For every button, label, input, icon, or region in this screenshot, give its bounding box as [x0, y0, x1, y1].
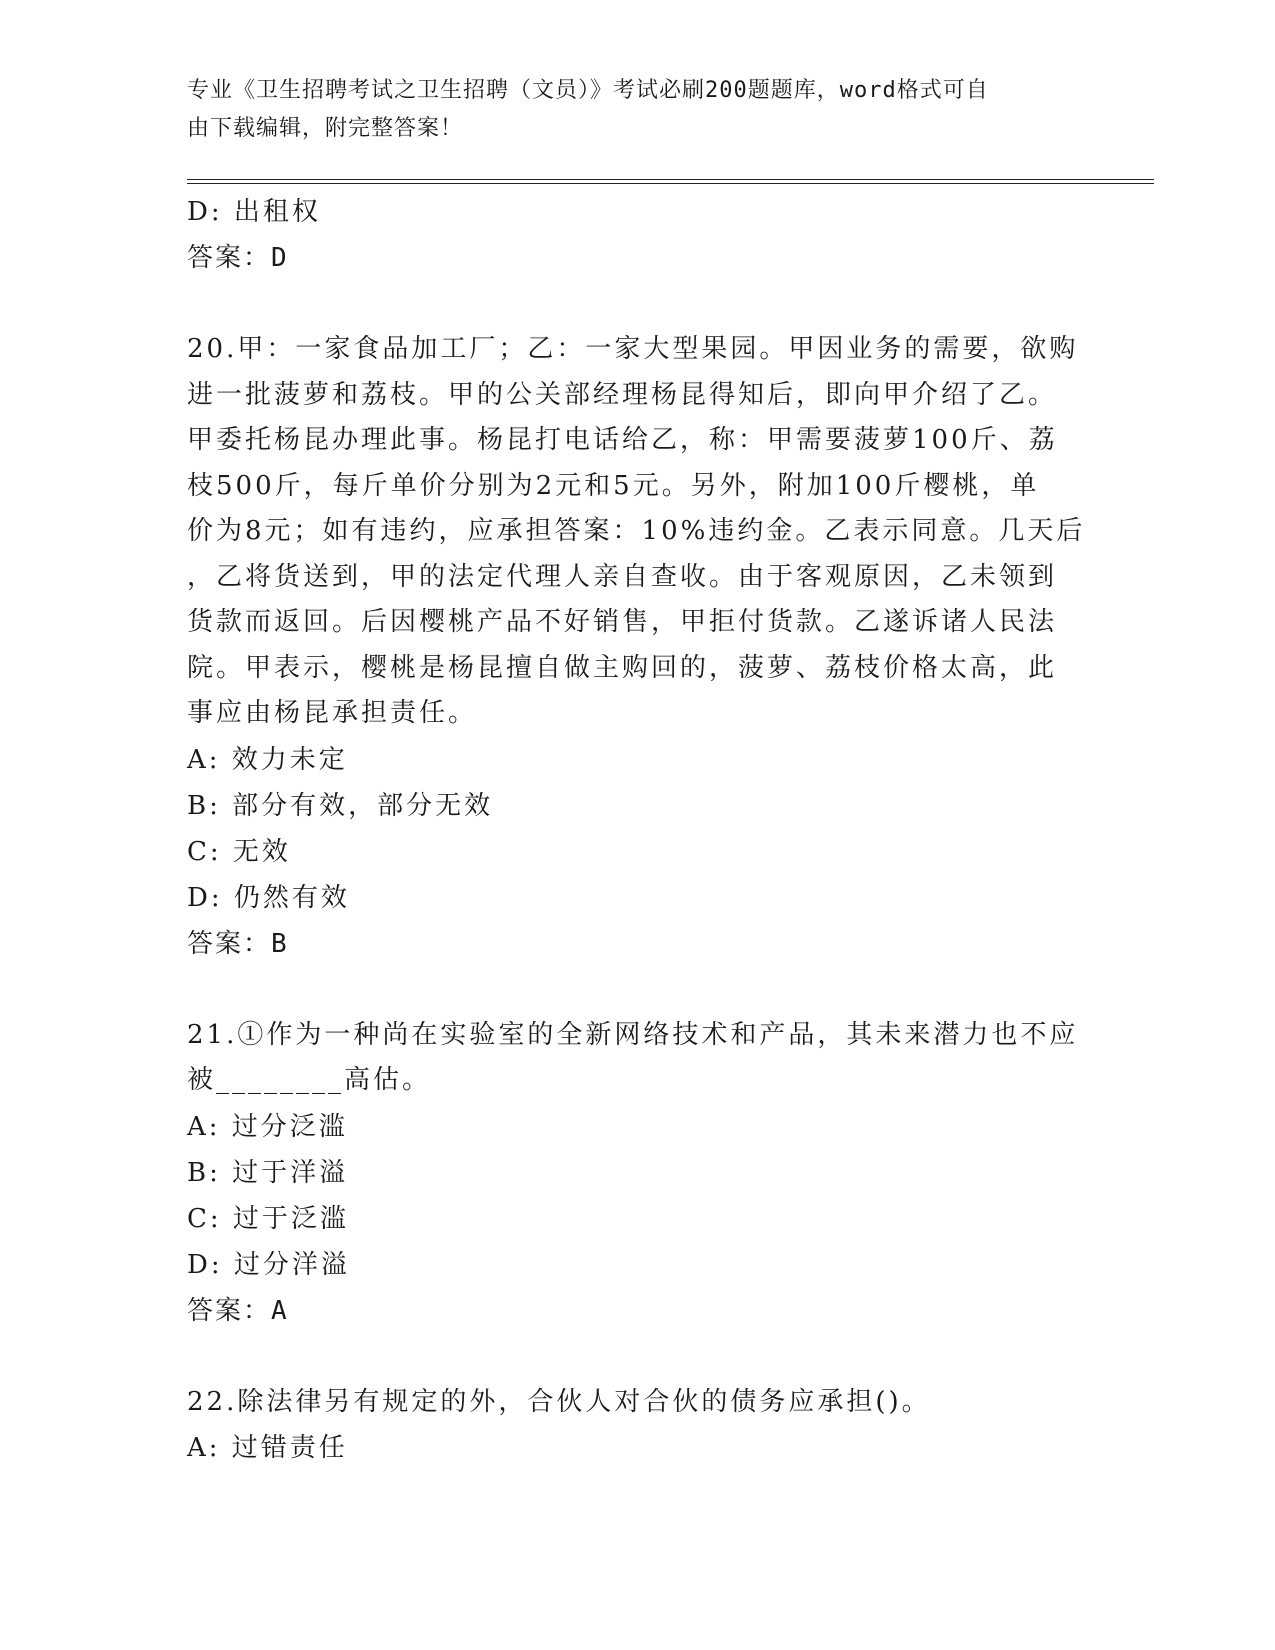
q20-answer: 答案：B [187, 928, 289, 959]
question-20 [187, 327, 1087, 967]
q21-option-c: C: 过于泛滥 [187, 1203, 349, 1234]
question-21 [187, 1013, 1087, 1334]
document-header [187, 72, 1067, 148]
question-22 [187, 1380, 1087, 1472]
q22-option-a: A: 过错责任 [187, 1433, 348, 1463]
q20-option-a: A: 效力未定 [187, 744, 348, 775]
q20-text-line: 20.甲：一家食品加工厂；乙：一家大型果园。甲因业务的需要，欲购 [187, 334, 1079, 364]
q20-option-d: D: 仍然有效 [187, 882, 350, 913]
q20-text-line: 院。甲表示，樱桃是杨昆擅自做主购回的，菠萝、荔枝价格太高，此 [187, 652, 1058, 683]
spacer [187, 967, 1087, 1013]
q20-text-line: 进一批菠萝和荔枝。甲的公关部经理杨昆得知后，即向甲介绍了乙。 [187, 379, 1058, 410]
q20-text-line: ，乙将货送到，甲的法定代理人亲自查收。由于客观原因，乙未领到 [187, 561, 1058, 592]
header-line-2: 由下载编辑，附完整答案！ [187, 116, 464, 141]
prev-answer: 答案：D [187, 243, 289, 273]
q20-option-c: C: 无效 [187, 836, 291, 867]
q20-text-line: 价为8元；如有违约，应承担答案：10%违约金。乙表示同意。几天后 [187, 516, 1086, 546]
spacer [187, 281, 1087, 327]
q20-text-line: 甲委托杨昆办理此事。杨昆打电话给乙，称：甲需要菠萝100斤、荔 [187, 425, 1058, 455]
q21-text-line: 被________高估。 [187, 1065, 432, 1095]
q21-option-b: B: 过于洋溢 [187, 1157, 349, 1188]
q21-option-d: D: 过分洋溢 [187, 1249, 350, 1280]
q21-option-a: A: 过分泛滥 [187, 1111, 348, 1142]
q20-option-b: B: 部分有效，部分无效 [187, 790, 494, 821]
prev-option-d: D: 出租权 [187, 197, 321, 227]
header-line-1: 专业《卫生招聘考试之卫生招聘（文员）》考试必刷200题题库，word格式可自 [187, 78, 989, 103]
header-divider-top [187, 179, 1154, 180]
q21-answer: 答案：A [187, 1295, 289, 1326]
header-divider-bottom [187, 183, 1154, 184]
q20-text-line: 事应由杨昆承担责任。 [187, 698, 478, 728]
spacer [187, 1334, 1087, 1380]
q20-text-line: 货款而返回。后因樱桃产品不好销售，甲拒付货款。乙遂诉诸人民法 [187, 607, 1058, 637]
document-body [187, 189, 1087, 1471]
q22-question: 22.除法律另有规定的外，合伙人对合伙的债务应承担()。 [187, 1386, 931, 1417]
q20-text-line: 枝500斤，每斤单价分别为2元和5元。另外，附加100斤樱桃，单 [187, 470, 1040, 501]
q21-text-line: 21.①作为一种尚在实验室的全新网络技术和产品，其未来潜力也不应 [187, 1019, 1079, 1050]
